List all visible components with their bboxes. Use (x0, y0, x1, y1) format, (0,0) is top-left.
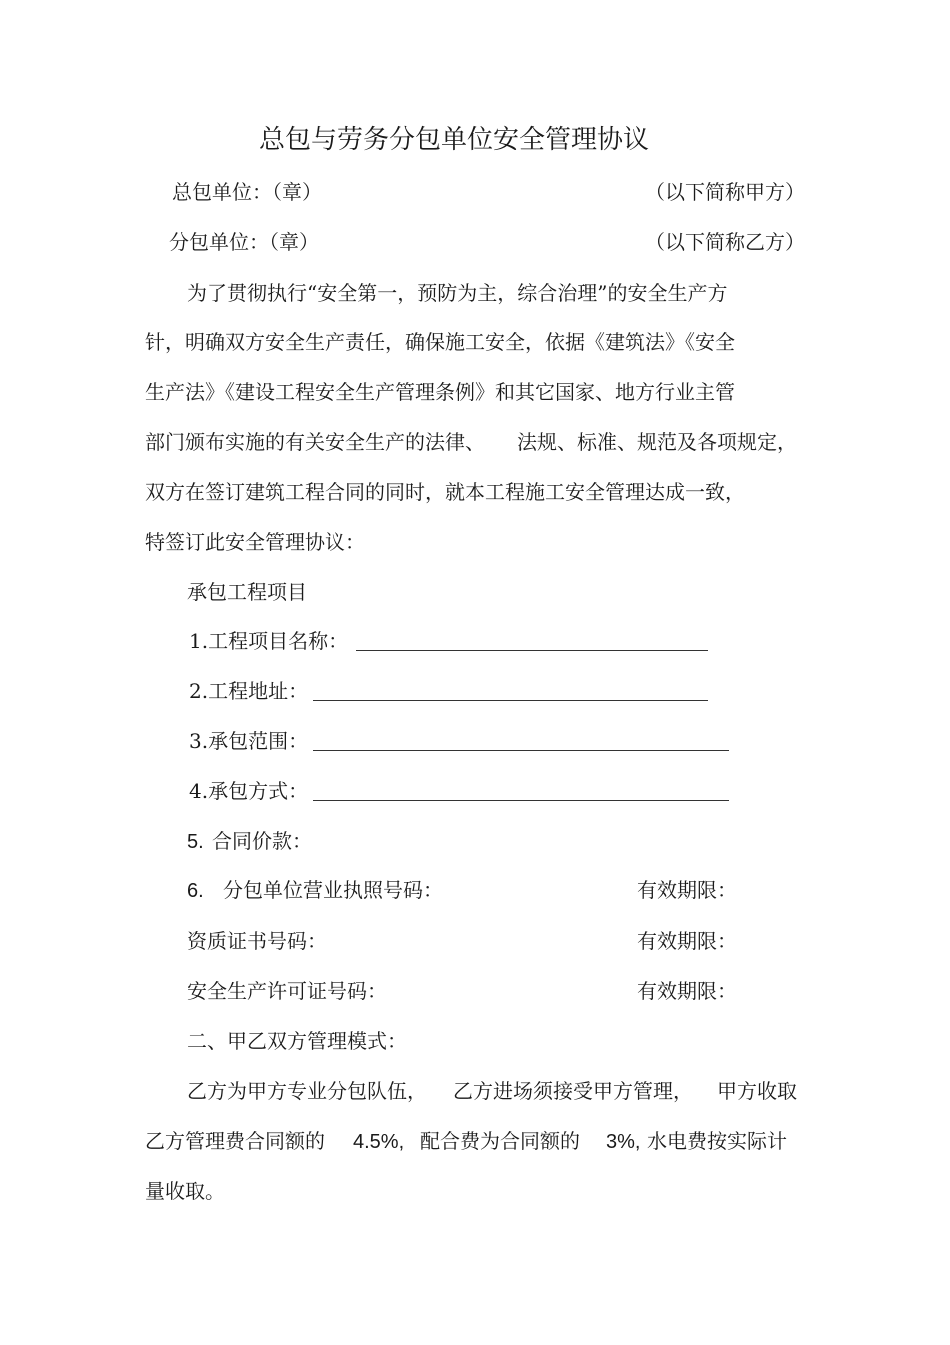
management-fee-rate: 4.5%, (353, 1131, 405, 1153)
section2-text: 配合费为合同额的 (420, 1129, 580, 1153)
preamble-line: 双方在签订建筑工程合同的同时，就本工程施工安全管理达成一致， (145, 480, 745, 504)
license-number: 6. (187, 880, 204, 902)
page-title: 总包与劳务分包单位安全管理协议 (259, 125, 650, 155)
section2-text: 乙方进场须接受甲方管理， (453, 1079, 693, 1103)
coordination-fee-rate: 3%, (606, 1131, 641, 1153)
section2-heading: 二、甲乙双方管理模式： (187, 1029, 407, 1053)
section2-text: 量收取。 (145, 1179, 225, 1203)
general-contractor-label: 总包单位：（章） (172, 180, 322, 204)
contract-scope-blank (313, 750, 729, 751)
preamble-line: 部门颁布实施的有关安全生产的法律、 (145, 430, 485, 454)
general-contractor-alias: （以下简称甲方） (645, 180, 805, 204)
preamble-line: 特签订此安全管理协议： (145, 530, 365, 554)
safety-permit-validity: 有效期限： (637, 979, 737, 1003)
contract-price-label: 合同价款： (212, 829, 312, 853)
contract-scope-label: 3.承包范围： (189, 729, 309, 753)
section2-text: 乙方为甲方专业分包队伍， (187, 1079, 427, 1103)
project-name-blank (356, 650, 708, 651)
business-license-validity: 有效期限： (637, 878, 737, 902)
safety-permit-label: 安全生产许可证号码： (187, 979, 387, 1003)
preamble-line: 法规、标准、规范及各项规定， (517, 430, 797, 454)
section2-text: 水电费按实际计 (647, 1129, 787, 1153)
business-license-label: 分包单位营业执照号码： (223, 878, 443, 902)
project-address-blank (313, 700, 708, 701)
preamble-line: 针，明确双方安全生产责任，确保施工安全，依据《建筑法》《安全 (145, 330, 735, 354)
qualification-cert-label: 资质证书号码： (187, 929, 327, 953)
subcontractor-alias: （以下简称乙方） (645, 230, 805, 254)
contract-method-blank (313, 800, 729, 801)
qualification-cert-validity: 有效期限： (637, 929, 737, 953)
section2-text: 甲方收取 (717, 1079, 797, 1103)
preamble-line: 为了贯彻执行“安全第一，预防为主，综合治理”的安全生产方 (187, 281, 728, 305)
subcontractor-label: 分包单位：（章） (169, 230, 319, 254)
section2-text: 乙方管理费合同额的 (145, 1129, 325, 1153)
contract-method-label: 4.承包方式： (189, 779, 309, 803)
project-address-label: 2.工程地址： (189, 679, 309, 703)
section1-heading: 承包工程项目 (187, 580, 307, 604)
contract-price-number: 5. (187, 831, 204, 853)
project-name-label: 1.工程项目名称： (189, 629, 349, 653)
preamble-line: 生产法》《建设工程安全生产管理条例》和其它国家、地方行业主管 (145, 380, 735, 404)
